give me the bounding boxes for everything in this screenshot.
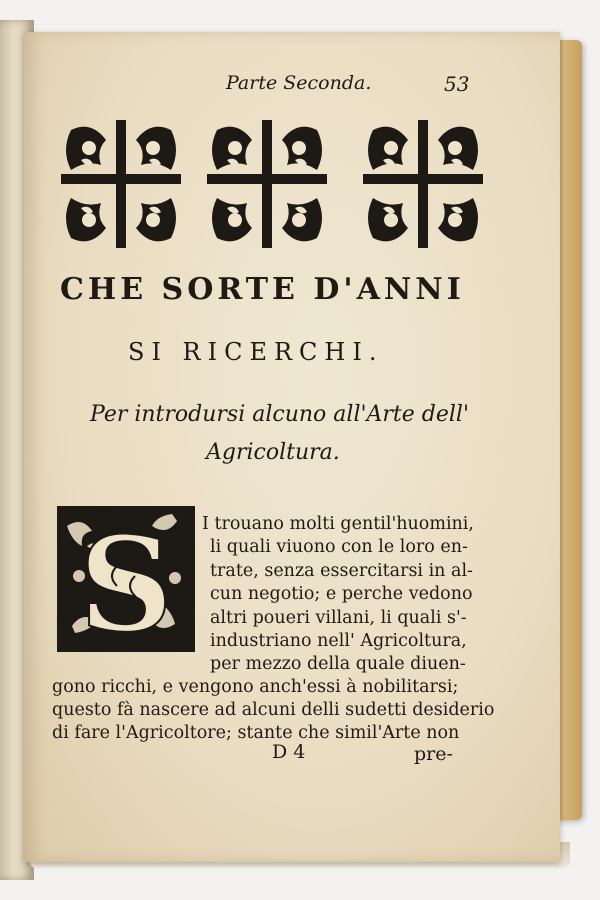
subheading-line-2: Agricoltura. <box>206 440 340 465</box>
floral-ornament-icon <box>60 120 182 248</box>
decorated-initial-icon <box>57 506 195 652</box>
chapter-subtitle: SI RICERCHI. <box>128 338 384 366</box>
body-line: li quali viuono con le loro en- <box>210 537 468 557</box>
chapter-title: CHE SORTE D'ANNI <box>60 272 465 307</box>
body-line: di fare l'Agricoltore; stante che simil'Arte non <box>52 723 460 743</box>
body-line: altri poueri villani, li quali s'- <box>210 608 467 628</box>
floral-ornament-icon <box>362 120 484 248</box>
page-number: 53 <box>444 72 470 96</box>
body-line: trate, senza essercitarsi in al- <box>210 561 473 581</box>
body-line: questo fà nascere ad alcuni delli sudetti desiderio <box>52 700 495 720</box>
drop-cap-letter: S <box>79 508 173 652</box>
body-line: cun negotio; e perche vedono <box>210 584 473 604</box>
signature-mark: D 4 <box>272 741 306 763</box>
subheading-line-1: Per introdursi alcuno all'Arte dell' <box>90 402 470 427</box>
running-header: Parte Seconda. <box>226 72 372 94</box>
book-page <box>24 32 560 862</box>
body-line: gono ricchi, e vengono anch'essi à nobilitarsi; <box>52 677 459 697</box>
body-line: industriano nell' Agricoltura, <box>210 631 467 651</box>
catchword: pre- <box>414 743 453 765</box>
body-line: I trouano molti gentil'huomini, <box>202 514 474 534</box>
floral-ornament-icon <box>206 120 328 248</box>
body-line: per mezzo della quale diuen- <box>210 654 466 674</box>
